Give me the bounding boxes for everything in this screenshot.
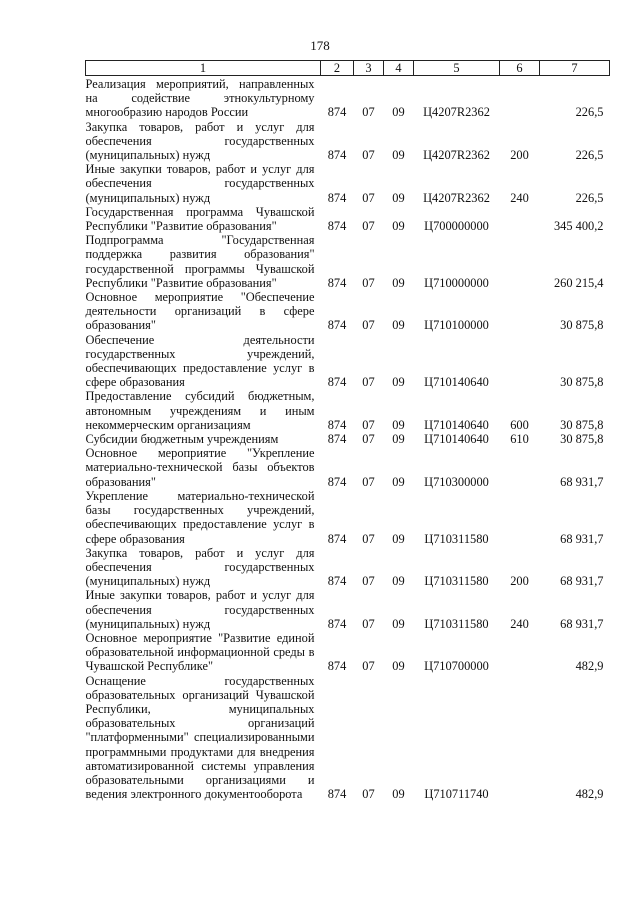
row-name: Предоставление субсидий бюджетным, автономным учреждениям и иным некоммерческим организациям [85, 389, 315, 432]
row-admin-code: 874 [327, 375, 347, 390]
row-admin-code: 874 [327, 574, 347, 589]
column-header: 4 [384, 61, 414, 76]
table-row [86, 489, 610, 546]
row-section: 07 [362, 190, 375, 205]
row-amount: 68 931,7 [560, 616, 604, 631]
row-section: 07 [362, 148, 375, 163]
row-amount: 226,5 [575, 190, 604, 205]
row-target-code: Ц710300000 [424, 474, 489, 489]
row-subsection: 09 [392, 105, 405, 120]
row-section: 07 [362, 219, 375, 234]
row-expense-type [500, 205, 540, 233]
row-admin-code: 874 [327, 105, 347, 120]
row-amount: 68 931,7 [560, 474, 604, 489]
table-row [86, 76, 610, 120]
row-admin-code: 874 [327, 531, 347, 546]
column-header: 1 [86, 61, 321, 76]
row-section: 07 [362, 787, 375, 802]
row-amount: 30 875,8 [560, 375, 604, 390]
row-subsection: 09 [392, 275, 405, 290]
row-name: Основное мероприятие "Развитие единой образовательной информационной среды в Чувашской Республике" [85, 630, 315, 674]
row-subsection: 09 [392, 574, 405, 589]
row-amount: 226,5 [575, 148, 604, 163]
row-expense-type [500, 489, 540, 546]
row-expense-type: 610 [510, 432, 529, 447]
table-row [86, 674, 610, 802]
row-target-code: Ц700000000 [424, 219, 489, 234]
row-target-code: Ц4207R2362 [423, 105, 490, 120]
table-row [86, 588, 610, 631]
row-expense-type: 240 [510, 190, 529, 205]
row-name: Укрепление материально-технической базы государственных учреждений, обеспечивающих предоставление услуг в сфере образования [85, 488, 315, 546]
row-expense-type [500, 76, 540, 120]
row-section: 07 [362, 375, 375, 390]
row-amount: 68 931,7 [560, 574, 604, 589]
row-subsection: 09 [392, 474, 405, 489]
row-expense-type [500, 674, 540, 802]
row-admin-code: 874 [327, 318, 347, 333]
row-section: 07 [362, 531, 375, 546]
row-amount: 345 400,2 [553, 219, 604, 234]
row-target-code: Ц710140640 [424, 417, 489, 432]
column-header: 3 [354, 61, 384, 76]
row-amount: 482,9 [575, 787, 604, 802]
row-amount: 260 215,4 [553, 275, 604, 290]
row-expense-type: 240 [510, 616, 529, 631]
table-row [86, 205, 610, 233]
row-target-code: Ц710311580 [424, 616, 489, 631]
row-name: Субсидии бюджетным учреждениям [85, 432, 279, 447]
row-name: Реализация мероприятий, направленных на содействие этнокультурному многообразию народов России [85, 77, 315, 120]
column-header: 5 [414, 61, 500, 76]
row-subsection: 09 [392, 432, 405, 447]
row-expense-type [500, 333, 540, 390]
budget-table [85, 60, 610, 801]
row-name: Иные закупки товаров, работ и услуг для обеспечения государственных (муниципальных) нужд [85, 588, 315, 631]
row-target-code: Ц710000000 [424, 275, 489, 290]
row-expense-type [500, 631, 540, 674]
row-expense-type [500, 290, 540, 333]
row-admin-code: 874 [327, 148, 347, 163]
row-subsection: 09 [392, 787, 405, 802]
row-section: 07 [362, 574, 375, 589]
row-subsection: 09 [392, 318, 405, 333]
row-amount: 226,5 [575, 105, 604, 120]
row-admin-code: 874 [327, 787, 347, 802]
row-admin-code: 874 [327, 219, 347, 234]
page-number: 178 [310, 38, 330, 53]
row-section: 07 [362, 474, 375, 489]
table-row [86, 631, 610, 674]
row-name: Обеспечение деятельности государственных учреждений, обеспечивающих предоставление услуг в сфере образования [85, 332, 315, 390]
column-header: 6 [500, 61, 540, 76]
row-section: 07 [362, 659, 375, 674]
row-expense-type [500, 446, 540, 489]
row-section: 07 [362, 318, 375, 333]
row-amount: 30 875,8 [560, 318, 604, 333]
row-expense-type [500, 233, 540, 290]
table-row [86, 162, 610, 205]
row-subsection: 09 [392, 190, 405, 205]
row-target-code: Ц4207R2362 [423, 148, 490, 163]
row-admin-code: 874 [327, 659, 347, 674]
table-row [86, 333, 610, 390]
row-amount: 30 875,8 [560, 432, 604, 447]
row-admin-code: 874 [327, 432, 347, 447]
table-row [86, 446, 610, 489]
row-subsection: 09 [392, 375, 405, 390]
row-subsection: 09 [392, 616, 405, 631]
row-name: Закупка товаров, работ и услуг для обеспечения государственных (муниципальных) нужд [85, 119, 315, 163]
row-admin-code: 874 [327, 474, 347, 489]
row-expense-type: 600 [510, 417, 529, 432]
row-subsection: 09 [392, 148, 405, 163]
row-target-code: Ц710711740 [424, 787, 489, 802]
row-admin-code: 874 [327, 417, 347, 432]
row-admin-code: 874 [327, 616, 347, 631]
table-row [86, 233, 610, 290]
column-header: 7 [540, 61, 610, 76]
row-subsection: 09 [392, 659, 405, 674]
row-section: 07 [362, 616, 375, 631]
row-amount: 68 931,7 [560, 531, 604, 546]
row-subsection: 09 [392, 531, 405, 546]
row-section: 07 [362, 275, 375, 290]
row-expense-type: 200 [510, 574, 529, 589]
row-expense-type: 200 [510, 148, 529, 163]
row-section: 07 [362, 417, 375, 432]
row-amount: 30 875,8 [560, 417, 604, 432]
row-target-code: Ц710311580 [424, 574, 489, 589]
row-name: Основное мероприятие "Обеспечение деятельности организаций в сфере образования" [85, 290, 315, 333]
row-subsection: 09 [392, 417, 405, 432]
row-target-code: Ц710100000 [424, 318, 489, 333]
row-section: 07 [362, 432, 375, 447]
row-name: Основное мероприятие "Укрепление материально-технической базы объектов образования" [85, 446, 315, 489]
row-admin-code: 874 [327, 190, 347, 205]
row-target-code: Ц710311580 [424, 531, 489, 546]
row-target-code: Ц710140640 [424, 432, 489, 447]
row-name: Закупка товаров, работ и услуг для обеспечения государственных (муниципальных) нужд [85, 545, 315, 589]
table-row [86, 290, 610, 333]
row-target-code: Ц4207R2362 [423, 190, 490, 205]
row-admin-code: 874 [327, 275, 347, 290]
row-amount: 482,9 [575, 659, 604, 674]
table-row [86, 120, 610, 163]
table-header [86, 61, 610, 76]
row-name: Подпрограмма "Государственная поддержка развития образования" государственной программы Чувашской Республики "Развитие образования" [85, 233, 315, 290]
row-name: Оснащение государственных образовательных организаций Чувашской Республики, муниципальных образовательных организаций "платформенными" специализированными программными продуктами для внедрения автоматизированной системы управления образовательными организациями и ведения электронного документооборота [85, 673, 315, 802]
row-section: 07 [362, 105, 375, 120]
row-target-code: Ц710140640 [424, 375, 489, 390]
table-row [86, 432, 610, 446]
row-target-code: Ц710700000 [424, 659, 489, 674]
table-row [86, 546, 610, 589]
table-row [86, 389, 610, 432]
column-header: 2 [321, 61, 354, 76]
table-body [86, 76, 610, 802]
row-name: Иные закупки товаров, работ и услуг для обеспечения государственных (муниципальных) нужд [85, 162, 315, 205]
row-subsection: 09 [392, 219, 405, 234]
row-name: Государственная программа Чувашской Республики "Развитие образования" [85, 204, 315, 234]
